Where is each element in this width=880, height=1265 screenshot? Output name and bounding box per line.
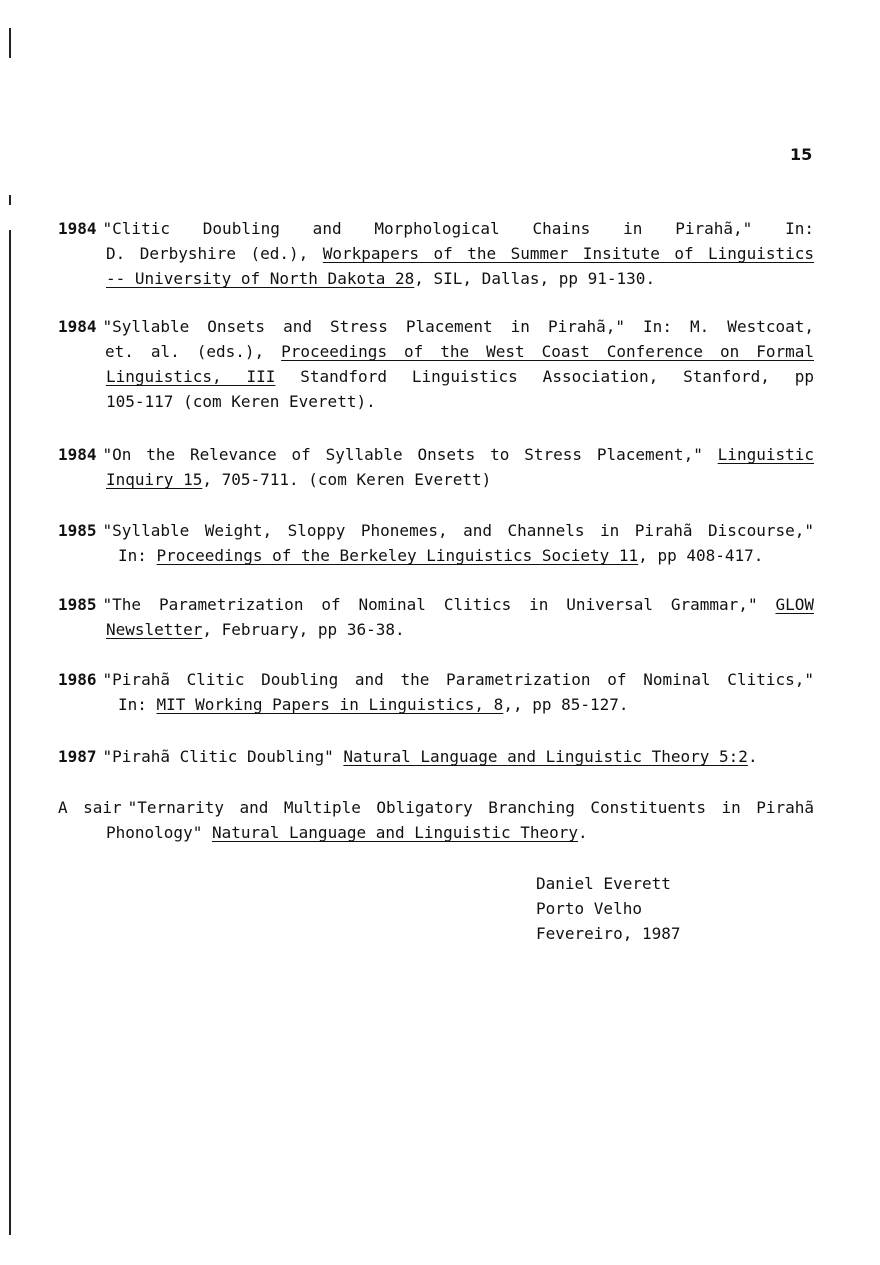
publication-title: Proceedings of the West Coast Conference on Formal — [281, 342, 815, 361]
entry-line: A sair "Ternarity and Multiple Obligatory Branching Constituents in Pirahã — [58, 798, 815, 817]
entry-line — [58, 314, 814, 339]
scan-edge-mark — [9, 28, 11, 58]
bibliography-entry — [58, 216, 814, 291]
entry-line: 1987 "Pirahã Clitic Doubling" Natural Language and Linguistic Theory 5:2. — [58, 747, 758, 766]
publication-title: MIT Working Papers in Linguistics, 8 — [156, 695, 504, 714]
publication-title: Workpapers of the Summer Insitute of Linguistics — [322, 244, 814, 263]
bibliography-entry — [58, 795, 814, 845]
page-number: 15 — [790, 145, 813, 164]
entry-line: 1985 "The Parametrization of Nominal Clitics in Universal Grammar," GLOW — [58, 595, 814, 614]
entry-line: Linguistics, III Standford Linguistics Association, Stanford, pp — [106, 367, 814, 386]
bibliography-entry — [58, 744, 814, 769]
bibliography-entry — [58, 442, 814, 492]
entry-line: Phonology" Natural Language and Linguistic Theory. — [106, 823, 588, 842]
entry-year: 1986 — [58, 670, 97, 689]
entry-year: 1987 — [58, 747, 97, 766]
bibliography-entry — [58, 667, 814, 717]
publication-title: Inquiry 15 — [106, 470, 203, 489]
publication-title: Newsletter — [106, 620, 203, 639]
publication-title: Natural Language and Linguistic Theory 5:2 — [343, 747, 748, 766]
entry-line: 1984 "On the Relevance of Syllable Onsets to Stress Placement," Linguistic — [58, 445, 814, 464]
entry-line — [58, 216, 814, 241]
entry-title: "Syllable Onsets and Stress Placement in Pirahã," In: M. Westcoat, — [102, 317, 814, 336]
entry-line: 1986 "Pirahã Clitic Doubling and the Parametrization of Nominal Clitics," — [58, 670, 814, 689]
entry-line: D. Derbyshire (ed.), Workpapers of the Summer Insitute of Linguistics — [106, 244, 814, 263]
entry-line: In: MIT Working Papers in Linguistics, 8,, pp 85-127. — [118, 695, 629, 714]
entry-line: In: Proceedings of the Berkeley Linguistics Society 11, pp 408-417. — [118, 546, 764, 565]
entry-year: 1984 — [58, 219, 97, 238]
entry-status: A sair — [58, 798, 122, 817]
entry-line: Newsletter, February, pp 36-38. — [106, 620, 405, 639]
publication-title: GLOW — [775, 595, 814, 614]
bibliography-entry — [58, 592, 814, 642]
signature-place: Porto Velho — [536, 899, 642, 918]
entry-line: et. al. (eds.), Proceedings of the West Coast Conference on Formal — [105, 342, 815, 361]
entry-year: 1985 — [58, 595, 97, 614]
author-name: Daniel Everett — [536, 874, 671, 893]
publication-title: Natural Language and Linguistic Theory — [211, 823, 579, 842]
entry-line: -- University of North Dakota 28, SIL, Dallas, pp 91-130. — [106, 269, 656, 288]
entry-line: Inquiry 15, 705-711. (com Keren Everett) — [106, 470, 492, 489]
entry-year: 1984 — [58, 445, 97, 464]
scan-edge-mark — [9, 195, 11, 205]
signature-date: Fevereiro, 1987 — [536, 924, 681, 943]
bibliography-entry — [58, 518, 814, 568]
entry-line: 105-117 (com Keren Everett). — [106, 392, 376, 411]
signature-block — [536, 871, 681, 946]
scan-edge-mark — [9, 230, 11, 1235]
publication-title: Proceedings of the Berkeley Linguistics Society 11 — [156, 546, 639, 565]
bibliography-entry — [58, 314, 814, 414]
publication-title: Linguistics, III — [106, 367, 276, 386]
entry-line: 1985 "Syllable Weight, Sloppy Phonemes, and Channels in Pirahã Discourse," — [58, 521, 814, 540]
publication-title: -- University of North Dakota 28 — [106, 269, 415, 288]
entry-year: 1985 — [58, 521, 97, 540]
entry-year: 1984 — [58, 317, 97, 336]
entry-title: "Clitic Doubling and Morphological Chains in Pirahã," In: — [102, 219, 814, 238]
publication-title: Linguistic — [717, 445, 814, 464]
